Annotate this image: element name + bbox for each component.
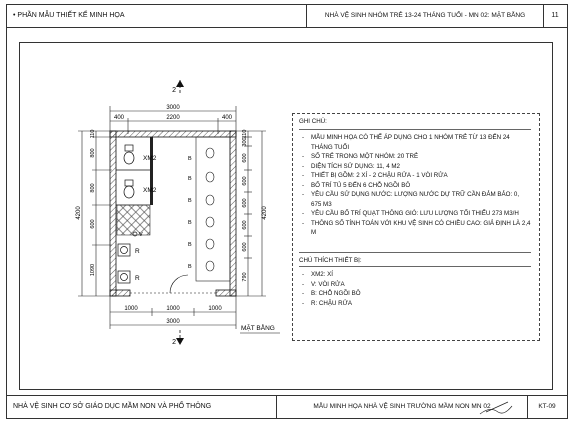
header-drawing-title: NHÀ VỆ SINH NHÓM TRẺ 13-24 THÁNG TUỔI - MN 02: MẶT BẰNG [307,5,544,27]
note-item: - THÔNG SỐ TÍNH TOÁN VỚI KHU VỆ SINH CÓ CHIỀU CAO: GIẢ ĐỊNH LÀ 2,4 M [299,219,531,238]
door-swing [170,275,188,293]
tiled-floor-area [117,205,150,235]
toilet-1-label: XM2 [143,155,157,162]
dim-right-part: 600 [242,153,248,163]
dim-right-part: 600 [242,176,248,186]
basin-1-label: R [135,248,140,255]
potty-label: B [188,156,192,162]
basin-icon [118,244,130,256]
dim-bottom-part: 1000 [208,306,222,312]
drawing-code: KT-09 [538,403,556,410]
note-item: - MẪU MINH HỌA CÓ THỂ ÁP DỤNG CHO 1 NHÓM TRẺ TỪ 13 ĐẾN 24 THÁNG TUỔI [299,133,531,152]
dim-bottom-part: 1000 [124,306,138,312]
dim-right-part: 600 [242,220,248,230]
dim-top-total: 3000 [166,105,180,111]
dim-bottom-total: 3000 [166,319,180,325]
footer-publication-title: NHÀ VỆ SINH CƠ SỞ GIÁO DỤC MẦM NON VÀ PHỔ THÔNG [7,396,277,418]
potty-label: B [188,264,192,270]
dim-left-part: 800 [90,148,96,158]
svg-text:2: 2 [172,339,176,346]
dim-bottom-part: 1000 [166,306,180,312]
notes-list [299,129,531,238]
potty-label: B [188,198,192,204]
note-item: - YÊU CẦU BỐ TRÍ QUẠT THÔNG GIÓ: LƯU LƯỢNG TỐI THIỂU 273 M3/H [299,209,531,219]
basin-2-label: R [135,275,140,282]
dim-left-total: 4200 [76,206,82,220]
toilet-icon [124,180,134,198]
legend-item: - R: CHẬU RỬA [299,299,531,309]
toilet-2-label: XM2 [143,187,157,194]
dim-right-total: 4200 [262,206,268,220]
dim-left-part: 1090 [90,263,96,277]
section-mark-bottom [172,330,184,346]
section-mark-top [172,80,184,95]
dim-left-part: 800 [90,183,96,193]
note-item: - SỐ TRẺ TRONG MỘT NHÓM: 20 TRẺ [299,152,531,162]
tap-label: V [139,232,143,238]
dim-right-part: 600 [242,242,248,252]
signature-mark [480,402,512,414]
legend-title: CHÚ THÍCH THIẾT BỊ: [299,252,531,266]
legend-list [299,266,531,308]
dim-left-part: 600 [90,219,96,229]
dim-right-part: 600 [242,198,248,208]
potty-label: B [188,176,192,182]
note-item: - YÊU CẦU SỬ DỤNG NƯỚC: LƯỢNG NƯỚC DỰ TRỮ CẦN ĐẢM BẢO: 0, 675 M3 [299,190,531,209]
legend-item: - V: VÒI RỬA [299,280,531,290]
dim-right-part: 300 [242,137,248,147]
legend-item: - B: CHỖ NGỒI BÔ [299,289,531,299]
page-number: 11 [551,12,559,19]
header-section-title: • PHẦN MẪU THIẾT KẾ MINH HỌA [7,5,307,27]
dim-right-part: 110 [242,129,248,139]
svg-text:2: 2 [172,87,176,94]
dim-top-part: 400 [221,115,233,121]
dim-top-part: 2200 [166,115,180,121]
potty-label: B [188,220,192,226]
plan-title: MẶT BẰNG [241,325,275,332]
note-item: - DIỆN TÍCH SỬ DỤNG: 11, 4 M2 [299,162,531,172]
legend-item: - XM2: XÍ [299,270,531,280]
dim-right-part: 790 [242,272,248,282]
potty-label: B [188,242,192,248]
notes-panel [292,113,540,341]
dim-left-part: 110 [90,129,96,139]
basin-icon [118,271,130,283]
footer-sample-title: MẪU MINH HỌA NHÀ VỆ SINH TRƯỜNG MẦM NON MN 02 [277,396,528,418]
toilet-icon [124,145,134,164]
note-item: - BỐ TRÍ TỦ 5 ĐẾN 6 CHỖ NGỒI BÔ [299,181,531,191]
dim-top-part: 400 [113,115,125,121]
notes-title: GHI CHÚ: [299,118,327,125]
note-item: - THIẾT BỊ GỒM: 2 XÍ - 2 CHẬU RỬA - 1 VÒI RỬA [299,171,531,181]
potty-seats [206,148,214,271]
